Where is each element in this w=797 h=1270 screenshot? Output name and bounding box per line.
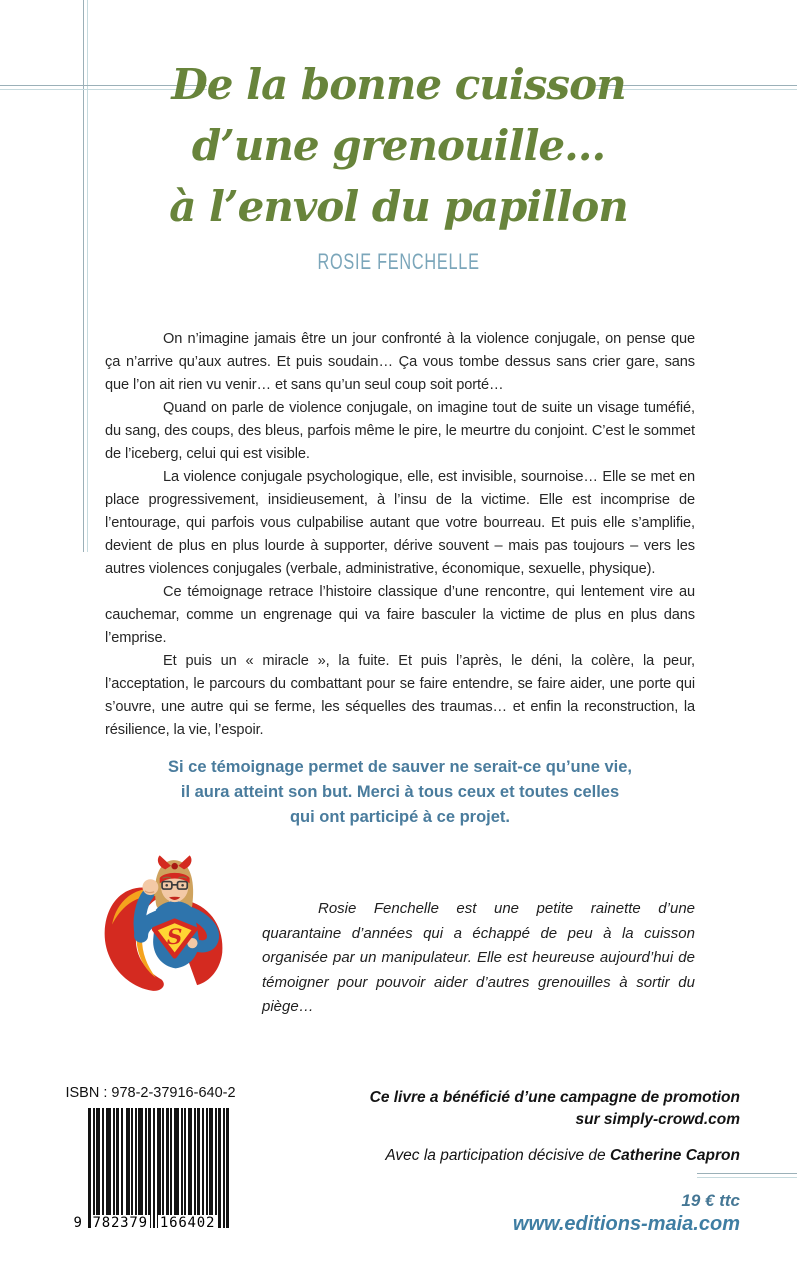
- synopsis-paragraph: On n’imagine jamais être un jour confronté à la violence conjugale, on pense que ça n’arrive qu’aux autres. Et puis soudain… Ça vous tombe dessus sans crier gare, sans que l’on ait rien vu venir… et sans qu’un seul coup soit porté…: [105, 331, 695, 393]
- price: 19 € ttc: [681, 1191, 740, 1210]
- decorative-horizontal-line-footer: [697, 1173, 797, 1178]
- promotion-line-2: sur simply-crowd.com: [575, 1111, 740, 1128]
- isbn-label: ISBN : 978-2-37916-640-2: [65, 1085, 236, 1101]
- publisher-website: www.editions-maia.com: [512, 1213, 740, 1235]
- promotion-note: [370, 1087, 740, 1165]
- barcode-digits: 9 782379 166402: [73, 1215, 216, 1231]
- synopsis-paragraph: Quand on parle de violence conjugale, on imagine tout de suite un visage tuméfié, du sang, des coups, des bleus, parfois même le pire, le meurtre du conjoint. C’est le sommet de l’iceberg, celui qui est visible.: [105, 400, 695, 462]
- author-bio-text: Rosie Fenchelle est une petite rainette d’une quarantaine d’années qui a échappé de peu à la cuisson organisée par un manipulateur. Elle est heureuse aujourd’hui de témoigner pour pouvoir aider d’autres grenouilles à sortir du piège…: [262, 900, 695, 1015]
- synopsis: [105, 328, 695, 742]
- book-title-line-2: d’une grenouille…: [191, 121, 606, 170]
- participation-name: Catherine Capron: [609, 1147, 740, 1164]
- synopsis-paragraph: Ce témoignage retrace l’histoire classique d’une rencontre, qui lentement vire au cauchemar, comme un engrenage qui va faire basculer la victime de plus en plus dans l’emprise.: [105, 584, 695, 646]
- dedication-line-3: qui ont participé à ce projet.: [289, 808, 511, 826]
- back-cover-content: [105, 328, 695, 1035]
- synopsis-paragraph: La violence conjugale psychologique, elle, est invisible, sournoise… Elle se met en place progressivement, insidieusement, à l’insu de la victime. Elle est incomprise de l’entourage, qui parfois vous culpabilise autant que votre bourreau. Et puis elle s’amplifie, devient de plus en plus lourde à supporter, dérive souvent – mais pas toujours – vers les autres violences conjugales (verbale, administrative, économique, sexuelle, physique).: [105, 469, 695, 577]
- promotion-line-1: Ce livre a bénéficié d’une campagne de promotion: [369, 1089, 740, 1106]
- book-title: [60, 54, 737, 237]
- dedication-line-2: il aura atteint son but. Merci à tous ceux et toutes celles: [180, 783, 620, 801]
- dedication-line-1: Si ce témoignage permet de sauver ne serait-ce qu’une vie,: [167, 758, 632, 776]
- ean-barcode: [73, 1108, 228, 1231]
- synopsis-paragraph: Et puis un « miracle », la fuite. Et puis l’après, le déni, la colère, la peur, l’acceptation, le parcours du combattant pour se faire entendre, se faire aider, une porte qui s’ouvre, une autre qui se ferme, les séquelles des traumas… et enfin la reconstruction, la résilience, la vie, l’espoir.: [105, 653, 695, 738]
- book-title-line-1: De la bonne cuisson: [171, 60, 626, 109]
- superwoman-mascot-icon: [100, 847, 240, 1002]
- footer: [0, 1085, 797, 1270]
- book-title-line-3: à l’envol du papillon: [169, 182, 628, 231]
- author-name: ROSIE FENCHELLE: [317, 249, 480, 274]
- participation-note: Avec la participation décisive de Catherine Capron: [385, 1147, 740, 1164]
- svg-text:S: S: [166, 925, 183, 951]
- dedication-note: [105, 755, 695, 830]
- isbn-block: [63, 1085, 238, 1231]
- author-bio-section: [105, 847, 695, 1035]
- barcode-bars: [88, 1108, 226, 1228]
